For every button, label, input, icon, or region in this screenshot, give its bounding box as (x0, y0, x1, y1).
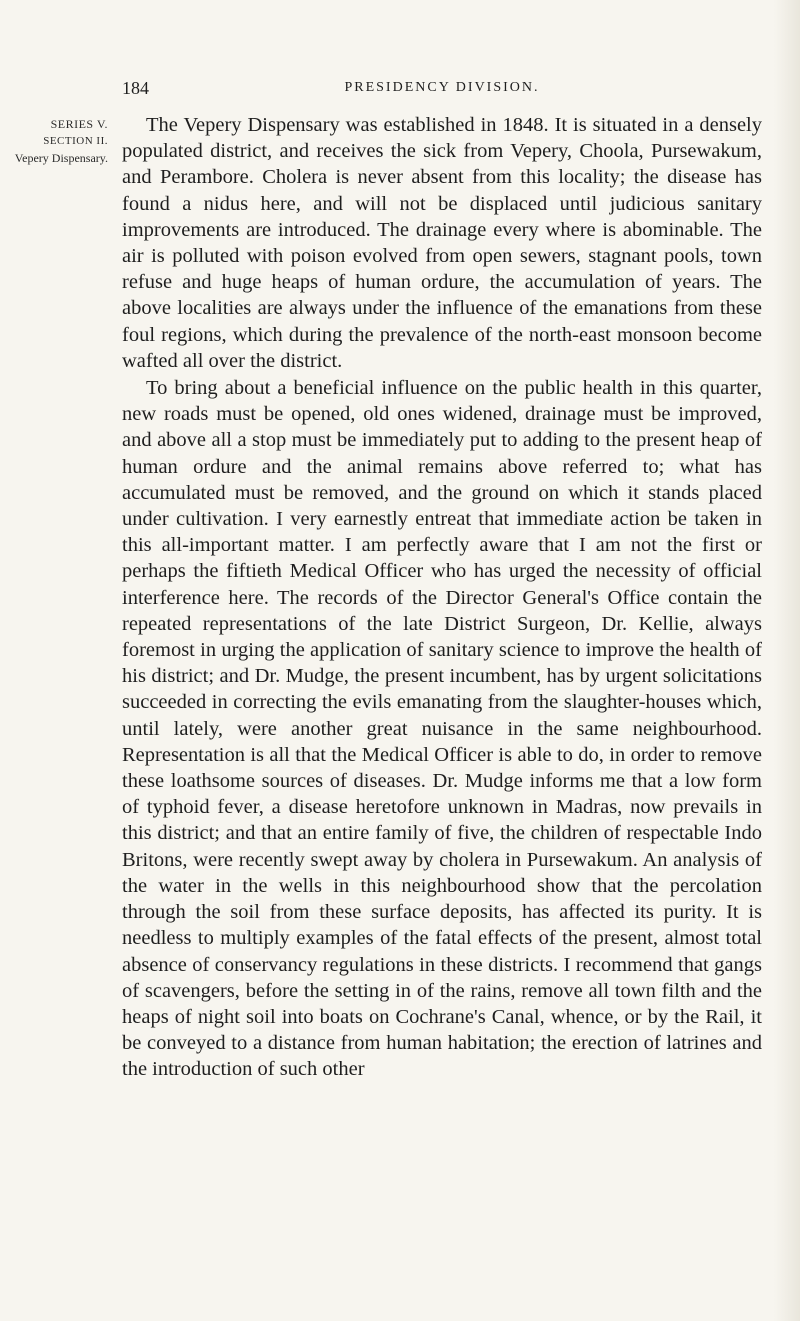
body-text (122, 112, 762, 1083)
margin-note-subject: Vepery Dispensary. (14, 151, 108, 165)
page-edge-shadow (774, 0, 800, 1321)
margin-note-series: SERIES V. (50, 117, 108, 131)
margin-note-section: SECTION II. (43, 135, 108, 147)
page-number: 184 (122, 78, 149, 98)
margin-note (10, 116, 108, 167)
running-head-title: PRESIDENCY DIVISION. (344, 80, 540, 95)
running-head (122, 78, 762, 102)
paragraph-2: To bring about a beneficial influence on the public health in this quarter, new roads must be opened, old ones widened, drainage must be improved, and above all a stop must be immediately put to adding to the present heap of human ordure and the animal remains above referred to; what has accumulated must be removed, and the ground on which it stands placed under cultivation. I very earnestly entreat that immediate action be taken in this all-important matter. I am perfectly aware that I am not the first or perhaps the fiftieth Medical Officer who has urged the necessity of official interference here. The records of the Director General's Office contain the repeated representations of the late District Surgeon, Dr. Kellie, always foremost in urging the application of sanitary science to improve the health of his district; and Dr. Mudge, the present incumbent, has by urgent solicitations succeeded in correcting the evils emanating from the slaughter-houses which, until lately, were another great nuisance in the same neighbourhood. Representation is all that the Medical Officer is able to do, in order to remove these loathsome sources of diseases. Dr. Mudge informs me that a low form of typhoid fever, a disease heretofore unknown in Madras, now prevails in this district; and that an entire family of five, the children of respectable Indo Britons, were recently swept away by cholera in Pursewakum. An analysis of the water in the wells in this neighbourhood show that the percolation through the soil from these surface deposits, has affected its purity. It is needless to multiply examples of the fatal effects of the present, almost total absence of conservancy regulations in these districts. I recommend that gangs of scavengers, before the setting in of the rains, remove all town filth and the heaps of night soil into boats on Cochrane's Canal, whence, or by the Rail, it be conveyed to a distance from human habitation; the erection of latrines and the introduction of such other (122, 377, 762, 1081)
paragraph-1: The Vepery Dispensary was established in 1848. It is situated in a densely populated district, and receives the sick from Vepery, Choola, Pursewakum, and Perambore. Cholera is never absent from this locality; the disease has found a nidus here, and will not be displaced until judicious sanitary improvements are introduced. The drainage every where is abominable. The air is polluted with poison evolved from open sewers, stagnant pools, town refuse and huge heaps of human ordure, the accumulation of years. The above localities are always under the influence of the emanations from these foul regions, which during the prevalence of the north-east monsoon become wafted all over the district. (122, 114, 762, 372)
